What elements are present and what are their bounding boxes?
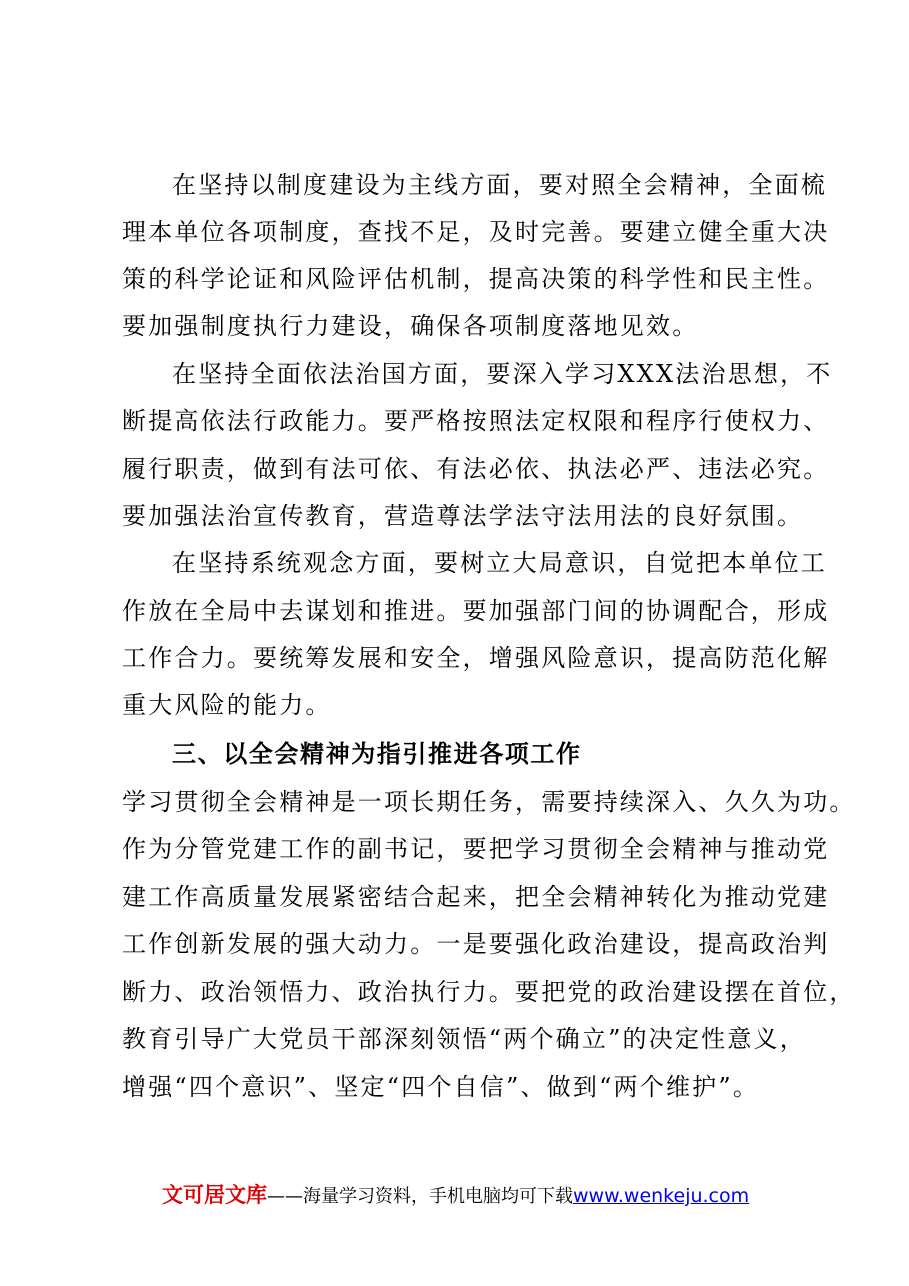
paragraph-line: 增强“四个意识”、坚定“四个自信”、做到“两个维护”。 bbox=[122, 1073, 760, 1101]
paragraph-line: 履行职责，做到有法可依、有法必依、执法必严、违法必究。 bbox=[122, 455, 830, 483]
paragraph-line: 断提高依法行政能力。要严格按照法定权限和程序行使权力、 bbox=[122, 407, 830, 435]
footer-brand: 文可居文库 bbox=[162, 1183, 267, 1207]
paragraph-line: 学习贯彻全会精神是一项长期任务，需要持续深入、久久为功。 bbox=[122, 788, 856, 816]
paragraph-line: 在坚持以制度建设为主线方面，要对照全会精神，全面梳 bbox=[172, 171, 827, 199]
paragraph-line: 作为分管党建工作的副书记，要把学习贯彻全会精神与推动党 bbox=[122, 835, 830, 863]
paragraph-line: 要加强法治宣传教育，营造尊法学法守法用法的良好氛围。 bbox=[122, 502, 804, 530]
paragraph-line: 要加强制度执行力建设，确保各项制度落地见效。 bbox=[122, 312, 699, 340]
paragraph-line: 在坚持全面依法治国方面，要深入学习XXX法治思想，不 bbox=[172, 360, 833, 388]
paragraph-line: 工作创新发展的强大动力。一是要强化政治建设，提高政治判 bbox=[122, 930, 830, 958]
footer-banner bbox=[162, 1180, 749, 1212]
paragraph-line: 重大风险的能力。 bbox=[122, 691, 332, 719]
paragraph-line: 工作合力。要统筹发展和安全，增强风险意识，提高防范化解 bbox=[122, 644, 830, 672]
paragraph-line: 在坚持系统观念方面，要树立大局意识，自觉把本单位工 bbox=[172, 549, 827, 577]
footer-url-link[interactable]: www.wenkeju.com bbox=[573, 1185, 750, 1207]
paragraph-line: 建工作高质量发展紧密结合起来，把全会精神转化为推动党建 bbox=[122, 883, 830, 911]
paragraph-line: 教育引导广大党员干部深刻领悟“两个确立”的决定性意义， bbox=[122, 1025, 806, 1053]
paragraph-line: 理本单位各项制度，查找不足，及时完善。要建立健全重大决 bbox=[122, 218, 830, 246]
section-heading: 三、以全会精神为指引推进各项工作 bbox=[172, 740, 582, 768]
paragraph-line: 策的科学论证和风险评估机制，提高决策的科学性和民主性。 bbox=[122, 265, 830, 293]
paragraph-line: 作放在全局中去谋划和推进。要加强部门间的协调配合，形成 bbox=[122, 597, 830, 625]
paragraph-line: 断力、政治领悟力、政治执行力。要把党的政治建设摆在首位， bbox=[122, 978, 856, 1006]
footer-tagline: ——海量学习资料，手机电脑均可下载 bbox=[267, 1186, 573, 1207]
